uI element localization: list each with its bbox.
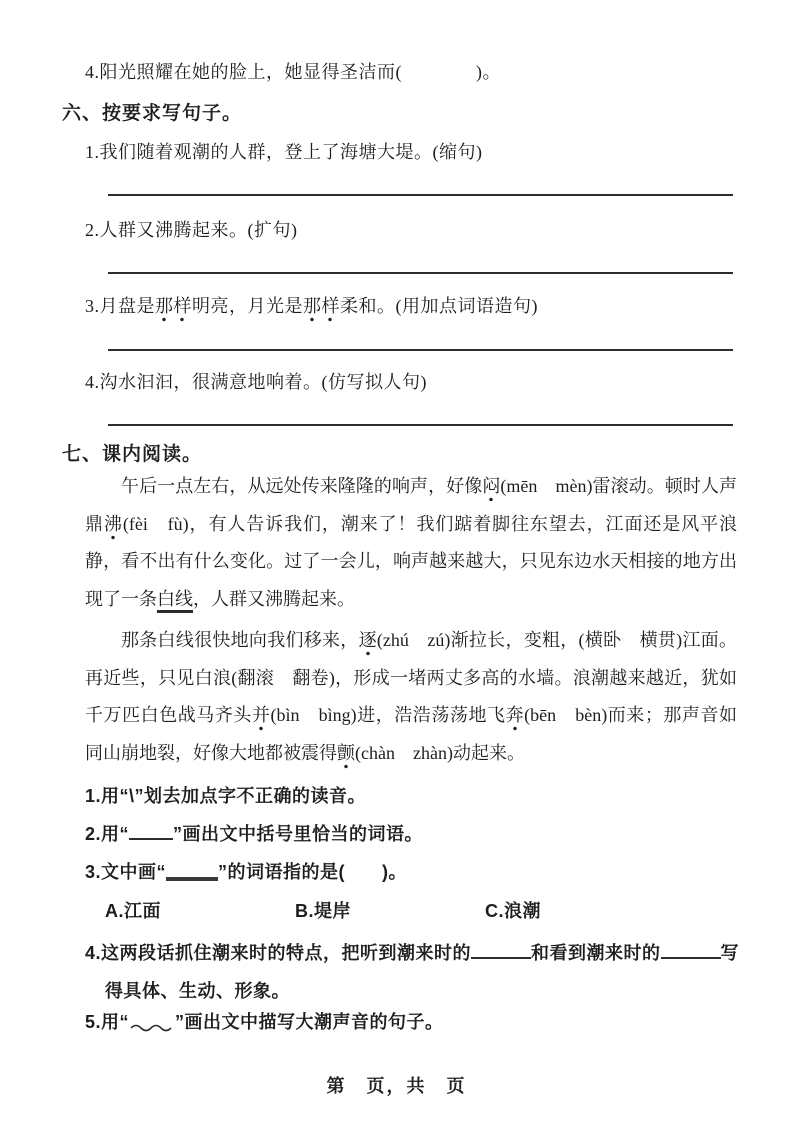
question-text: 用“ — [101, 824, 130, 844]
item-number: 2. — [85, 220, 100, 240]
answer-line-1 — [108, 194, 733, 196]
passage-text: (bēn bèn)而来；那声音如同山崩地裂，好像大地都被震得 — [85, 705, 738, 763]
reading-question-4 — [85, 934, 743, 1010]
emphasis-dot-text: 闷 — [482, 476, 500, 502]
item-text: 月盘是 — [99, 296, 155, 316]
passage-text: (chàn zhàn)动起来。 — [355, 742, 525, 763]
emphasis-dot-text: 并 — [252, 705, 271, 731]
passage-text: ，人群又沸腾起来。 — [193, 588, 355, 609]
passage-text: (mēn mèn)雷滚动。顿时人声鼎 — [85, 476, 738, 534]
answer-line-2 — [108, 272, 733, 274]
sentence-item-2 — [85, 216, 741, 244]
item-number: 3. — [85, 296, 100, 316]
passage-text: 午后一点左右，从远处传来隆隆的响声，好像 — [121, 476, 483, 496]
emphasis-dot-text: 颤 — [337, 743, 355, 769]
wavy-line-icon — [129, 1013, 175, 1041]
sentence-item-1 — [85, 138, 741, 166]
section-seven-title: 七、课内阅读。 — [62, 444, 203, 465]
answer-line-3 — [108, 349, 733, 351]
reading-question-2 — [85, 820, 743, 848]
question-number: 5. — [85, 1012, 102, 1032]
question-text: ”的词语指的是( )。 — [218, 862, 408, 882]
section-six-title: 六、按要求写句子。 — [62, 103, 243, 124]
item-text: 人群又沸腾起来。(扩句) — [99, 220, 298, 240]
option-c: C.浪潮 — [485, 901, 541, 921]
underlined-term: 白线 — [157, 589, 193, 613]
question-text: 这两段话抓住潮来时的特点，把听到潮来时的 — [101, 943, 472, 963]
passage-text: (fèi fù)，有人告诉我们，潮来了！我们踮着脚往东望去，江面还是风平浪静，看不出有什么变化。过了一会儿，响声越来越大，只见东边水天相接的地方出现了一条 — [85, 513, 738, 609]
item-text: 柔和。(用加点词语造句) — [340, 296, 538, 316]
item-text: 明亮，月光是 — [192, 296, 303, 316]
question-number: 3. — [85, 862, 102, 882]
option-b: B.堤岸 — [295, 901, 351, 921]
question-text: 阳光照耀在她的脸上，她显得圣洁而( )。 — [99, 62, 501, 82]
emphasis-dot-text: 奔 — [506, 705, 525, 731]
reading-question-1 — [85, 782, 743, 810]
sentence-item-4 — [85, 368, 741, 396]
emphasis-dot-text: 逐 — [359, 630, 377, 656]
question-number: 4. — [85, 62, 100, 82]
answer-blank-2 — [661, 945, 721, 959]
item-number: 1. — [85, 142, 100, 162]
question-number: 2. — [85, 824, 102, 844]
question-text: ”画出文中括号里恰当的词语。 — [173, 824, 424, 844]
emphasis-dot-text: 沸 — [104, 514, 123, 540]
item-text: 沟水汩汩，很满意地响着。(仿写拟人句) — [99, 372, 427, 392]
question-text: ”画出文中描写大潮声音的句子。 — [175, 1012, 444, 1032]
fill-blank-question-4 — [85, 58, 741, 86]
question-number: 1. — [85, 786, 102, 806]
reading-question-5 — [85, 1008, 743, 1041]
passage-text: (zhú zú)渐拉长，变粗，(横卧 横贯)江面。再近些，只见白浪(翻滚 翻卷)，形成一堵两丈多高的水墙。浪潮越来越近，犹如千万匹白色战马齐头 — [85, 630, 737, 725]
question-number: 4. — [85, 943, 102, 963]
item-text: 我们随着观潮的人群，登上了海塘大堤。(缩句) — [99, 142, 483, 162]
emphasis-dot-text: 那样 — [155, 296, 192, 322]
reading-paragraph-2 — [85, 622, 737, 772]
answer-blank-1 — [471, 945, 531, 959]
question-text: 用“\”划去加点字不正确的读音。 — [101, 786, 367, 806]
question-text: 和看到潮来时的 — [531, 943, 661, 963]
passage-text: 那条白线很快地向我们移来， — [121, 630, 359, 650]
sentence-item-3 — [85, 292, 741, 320]
passage-text: (bìn bìng)进，浩浩荡荡地飞 — [270, 705, 506, 725]
choice-options-row — [105, 897, 743, 925]
blank-underline — [129, 826, 173, 840]
option-a: A.江面 — [105, 901, 161, 921]
thick-blank-underline — [166, 869, 218, 881]
emphasis-dot-text: 那样 — [303, 296, 340, 322]
question-text: 写得具体、生动、形象。 — [105, 943, 740, 1001]
question-text: 文中画“ — [101, 862, 167, 882]
reading-paragraph-1 — [85, 468, 737, 618]
reading-question-3 — [85, 858, 743, 886]
item-number: 4. — [85, 372, 100, 392]
page-footer: 第 页，共 页 — [326, 1076, 467, 1096]
question-text: 用“ — [101, 1012, 130, 1032]
answer-line-4 — [108, 424, 733, 426]
